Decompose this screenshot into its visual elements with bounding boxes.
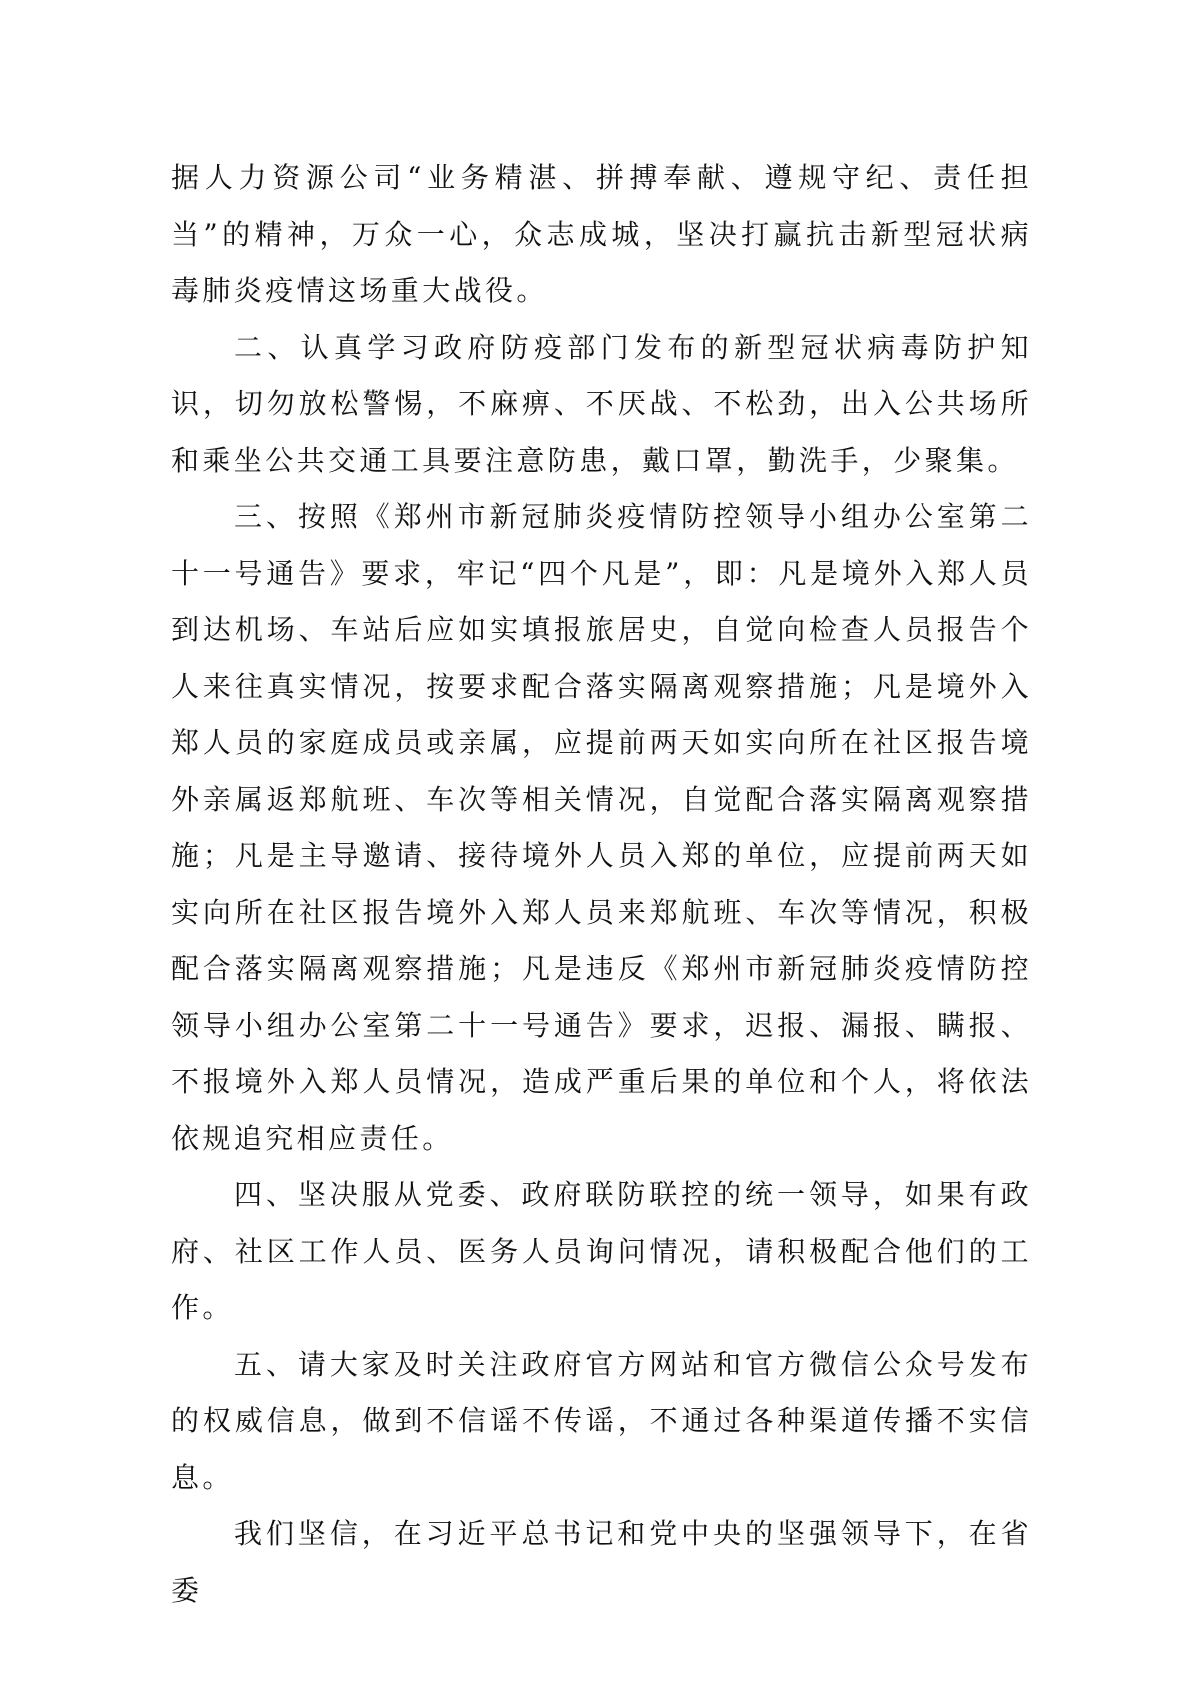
paragraph-item-3: 三、按照《郑州市新冠肺炎疫情防控领导小组办公室第二十一号通告》要求，牢记“四个凡是”，即：凡是境外入郑人员到达机场、车站后应如实填报旅居史，自觉向检查人员报告个人来往真实情况，按要求配合落实隔离观察措施；凡是境外入郑人员的家庭成员或亲属，应提前两天如实向所在社区报告境外亲属返郑航班、车次等相关情况，自觉配合落实隔离观察措施；凡是主导邀请、接待境外人员入郑的单位，应提前两天如实向所在社区报告境外入郑人员来郑航班、车次等情况，积极配合落实隔离观察措施；凡是违反《郑州市新冠肺炎疫情防控领导小组办公室第二十一号通告》要求，迟报、漏报、瞒报、不报境外入郑人员情况，造成严重后果的单位和个人，将依法依规追究相应责任。 [171, 500, 1032, 1155]
paragraph-closing: 我们坚信，在习近平总书记和党中央的坚强领导下，在省委 [171, 1517, 1032, 1607]
paragraph-item-2: 二、认真学习政府防疫部门发布的新型冠状病毒防护知识，切勿放松警惕，不麻痹、不厌战、不松劲，出入公共场所和乘坐公共交通工具要注意防患，戴口罩，勤洗手，少聚集。 [171, 330, 1032, 477]
paragraph-continuation: 据人力资源公司“业务精湛、拼搏奉献、遵规守纪、责任担当”的精神，万众一心，众志成城，坚决打赢抗击新型冠状病毒肺炎疫情这场重大战役。 [171, 161, 1032, 307]
paragraph-item-4: 四、坚决服从党委、政府联防联控的统一领导，如果有政府、社区工作人员、医务人员询问情况，请积极配合他们的工作。 [171, 1178, 1032, 1324]
paragraph-item-5: 五、请大家及时关注政府官方网站和官方微信公众号发布的权威信息，做到不信谣不传谣，不通过各种渠道传播不实信息。 [171, 1347, 1032, 1494]
document-body [171, 150, 1032, 1619]
